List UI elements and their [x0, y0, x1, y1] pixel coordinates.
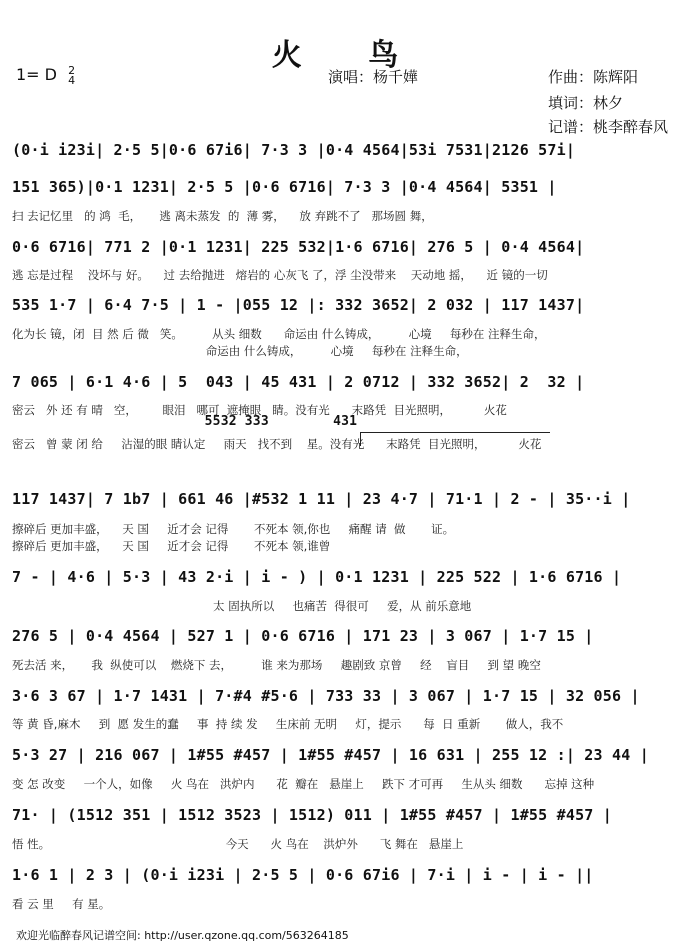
notation-row-1: (0·i i23i| 2·5 5|0·6 67i6| 7·3 3 |0·4 4564|53i 7531|2126 57i| — [12, 141, 576, 159]
notation-row-3: 0·6 6716| 771 2 |0·1 1231| 225 532|1·6 6716| 276 5 | 0·4 4564| — [12, 238, 585, 256]
lyric-row-9-line-1: 等 黄 昏,麻木 到 愿 发生的蠢 事 持 续 发 生床前 无明 灯，提示 每 日 重新 做人，我不 — [12, 717, 564, 731]
volta-bracket-left — [360, 432, 361, 446]
notation-row-10: 5·3 27 | 216 067 | 1#55 #457 | 1#55 #457 | 16 631 | 255 12 :| 23 44 | — [12, 746, 649, 764]
song-title: 火 鸟 — [271, 38, 427, 73]
footer-credit: 欢迎光临醉春风记谱空间: http://user.qzone.qq.com/563264185 — [16, 929, 349, 942]
composer-credit: 作曲：陈辉阳 — [548, 68, 639, 86]
notation-row-2: 151 365)|0·1 1231| 2·5 5 |0·6 6716| 7·3 3 |0·4 4564| 5351 | — [12, 178, 557, 196]
notation-row-5-sub: 5532 333 431 — [12, 414, 358, 429]
notation-row-12: 1·6 1 | 2 3 | (0·i i23i | 2·5 5 | 0·6 67i6 | 7·i | i - | i - || — [12, 866, 594, 884]
lyricist-credit: 填词：林夕 — [548, 94, 624, 112]
lyric-row-6-line-2: 擦碎后 更加丰盛， 天 国 近才会 记得 不死本 领,谁曾 — [12, 539, 331, 553]
lyric-row-2-line-1: 扫 去记忆里 的 鸿 毛， 逃 离未蒸发 的 薄 雾， 放 弃跳不了 那场圆 舞， — [12, 209, 433, 223]
transcriber-credit: 记谱：桃李醉春风 — [548, 118, 669, 136]
lyric-row-10-line-1: 变 怎 改变 一个人，如像 火 鸟在 洪炉内 花 瓣在 悬崖上 跌下 才可再 生从头 细数 忘掉 这种 — [12, 777, 595, 791]
notation-row-8: 276 5 | 0·4 4564 | 527 1 | 0·6 6716 | 171 23 | 3 067 | 1·7 15 | — [12, 627, 594, 645]
lyric-row-4-line-1: 化为长 镜，闭 目 然 后 微 笑。 从头 细数 命运由 什么铸成， 心境 每秒在 注释生命， — [12, 327, 546, 341]
lyric-row-6-line-1: 擦碎后 更加丰盛， 天 国 近才会 记得 不死本 领,你也 痛醒 请 做 证。 — [12, 522, 455, 536]
lyric-row-11-line-1: 悟 性。 今天 火 鸟在 洪炉外 飞 舞在 悬崖上 — [12, 837, 464, 851]
notation-row-4: 535 1·7 | 6·4 7·5 | 1 - |055 12 |: 332 3652| 2 032 | 117 1437| — [12, 296, 585, 314]
time-signature — [68, 63, 76, 87]
notation-row-11: 71· | (1512 351 | 1512 3523 | 1512) 011 | 1#55 #457 | 1#55 #457 | — [12, 806, 612, 824]
time-bottom: 4 — [68, 73, 76, 87]
notation-row-6: 117 1437| 7 1b7 | 661 46 |#532 1 11 | 23 4·7 | 71·1 | 2 - | 35··i | — [12, 490, 631, 508]
lyric-row-8-line-1: 死去活 来， 我 纵使可以 燃烧下 去， 谁 来为那场 趣剧致 京曾 经 盲目 到 望 晚空 — [12, 658, 541, 672]
lyric-row-4-line-2: 命运由 什么铸成， 心境 每秒在 注释生命， — [12, 344, 468, 358]
volta-bracket — [360, 432, 550, 433]
lyric-row-7-line-1: 太 固执所以 也痛苦 得很可 爱，从 前乐意地 — [12, 599, 472, 613]
key-label: 1= D — [16, 65, 57, 84]
singer-credit: 演唱：杨千嬅 — [328, 68, 419, 86]
lyric-row-5-line-2: 密云 曾 蒙 闭 给 沾湿的眼 睛认定 雨天 找不到 星。没有光 末路凭 目光照明， 火花 — [12, 437, 542, 451]
notation-row-9: 3·6 3 67 | 1·7 1431 | 7·#4 #5·6 | 733 33 | 3 067 | 1·7 15 | 32 056 | — [12, 687, 640, 705]
lyric-row-3-line-1: 逃 忘是过程 没坏与 好。 过 去给抛进 熔岩的 心灰飞 了，浮 尘没带来 天动地 摇， 近 镜的一切 — [12, 268, 548, 282]
notation-row-7: 7 - | 4·6 | 5·3 | 43 2·i | i - ) | 0·1 1231 | 225 522 | 1·6 6716 | — [12, 568, 622, 586]
key-signature — [16, 65, 75, 86]
time-top: 2 — [68, 63, 76, 77]
lyric-row-5-line-1: 密云 外 还 有 晴 空， 眼泪 哪可 遮掩眼 睛。没有光 末路凭 目光照明， 火花 — [12, 403, 507, 417]
notation-row-5: 7 065 | 6·1 4·6 | 5 043 | 45 431 | 2 0712 | 332 3652| 2 32 | — [12, 373, 585, 391]
lyric-row-12-line-1: 看 云 里 有 星。 — [12, 897, 111, 911]
